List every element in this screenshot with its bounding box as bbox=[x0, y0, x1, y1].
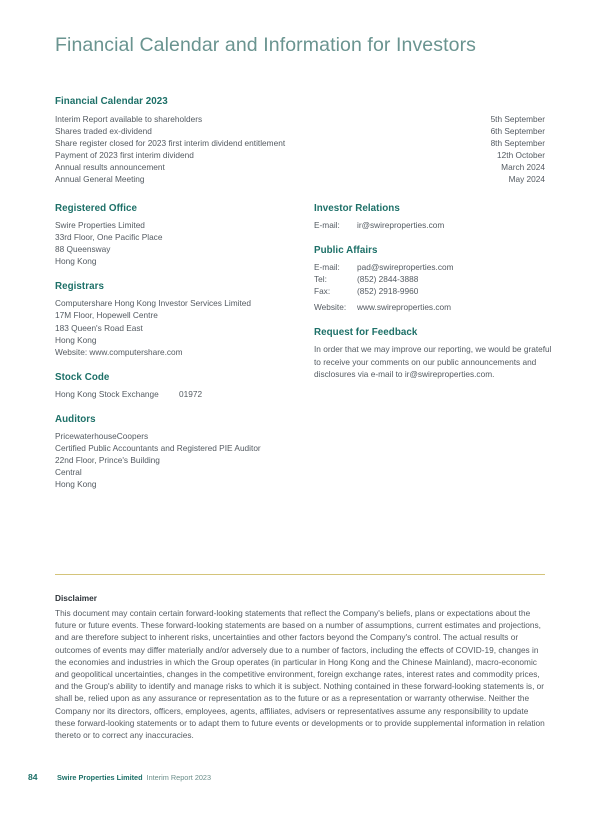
public-affairs-tel-value: (852) 2844-3888 bbox=[357, 274, 419, 285]
public-affairs-website-value[interactable]: www.swireproperties.com bbox=[357, 302, 452, 313]
disclaimer-section bbox=[55, 593, 547, 741]
calendar-row bbox=[55, 149, 545, 161]
registrars-line: 17M Floor, Hopewell Centre bbox=[55, 310, 158, 321]
auditors-line: PricewaterhouseCoopers bbox=[55, 430, 149, 441]
stock-code-value: 01972 bbox=[179, 388, 203, 399]
stock-exchange-label: Hong Kong Stock Exchange bbox=[55, 388, 159, 399]
calendar-item-label: Share register closed for 2023 first interim dividend entitlement bbox=[55, 138, 286, 149]
financial-calendar-heading: Financial Calendar 2023 bbox=[55, 96, 168, 107]
stock-code-section bbox=[55, 372, 305, 400]
auditors-line: 22nd Floor, Prince's Building bbox=[55, 455, 160, 466]
calendar-item-date: 8th September bbox=[490, 138, 545, 149]
calendar-item-label: Annual General Meeting bbox=[55, 174, 145, 185]
registered-office-line: Swire Properties Limited bbox=[55, 220, 145, 230]
footer-company-name: Swire Properties Limited bbox=[57, 773, 143, 782]
public-affairs-section bbox=[314, 245, 554, 313]
stock-code-heading: Stock Code bbox=[55, 371, 110, 383]
calendar-item-date: 12th October bbox=[497, 150, 545, 161]
page-title: Financial Calendar and Information for Investors bbox=[55, 34, 477, 56]
disclaimer-divider bbox=[55, 574, 545, 575]
registered-office-section bbox=[55, 203, 305, 267]
investor-relations-email-row bbox=[314, 219, 554, 231]
financial-calendar-section bbox=[55, 96, 545, 186]
page-footer bbox=[28, 772, 211, 782]
left-info-column bbox=[55, 203, 305, 504]
calendar-item-date: May 2024 bbox=[508, 174, 545, 185]
auditors-line: Hong Kong bbox=[55, 479, 97, 490]
fax-label: Fax: bbox=[314, 286, 331, 297]
email-label: E-mail: bbox=[314, 262, 340, 273]
registered-office-line: 33rd Floor, One Pacific Place bbox=[55, 232, 163, 243]
public-affairs-heading: Public Affairs bbox=[314, 245, 378, 257]
public-affairs-tel-row bbox=[314, 273, 554, 285]
auditors-line: Certified Public Accountants and Registered PIE Auditor bbox=[55, 443, 261, 454]
calendar-row bbox=[55, 137, 545, 149]
registered-office-line: 88 Queensway bbox=[55, 244, 111, 255]
email-label: E-mail: bbox=[314, 220, 340, 230]
registrars-website[interactable]: Website: www.computershare.com bbox=[55, 346, 183, 357]
registered-office-line: Hong Kong bbox=[55, 256, 97, 267]
public-affairs-website-row bbox=[314, 301, 554, 313]
website-label: Website: bbox=[314, 302, 347, 313]
calendar-item-label: Annual results announcement bbox=[55, 162, 165, 173]
request-feedback-heading: Request for Feedback bbox=[314, 327, 418, 339]
tel-label: Tel: bbox=[314, 274, 327, 285]
calendar-row bbox=[55, 161, 545, 173]
investor-relations-heading: Investor Relations bbox=[314, 203, 400, 214]
calendar-item-label: Shares traded ex-dividend bbox=[55, 126, 152, 137]
request-feedback-body: In order that we may improve our reporting, we would be grateful to receive your comments on our public announcements and disclosures via e-mail to ir@swireproperties.com. bbox=[314, 344, 552, 379]
footer-report-name: Interim Report 2023 bbox=[146, 773, 212, 782]
request-feedback-section bbox=[314, 327, 554, 379]
registrars-heading: Registrars bbox=[55, 281, 104, 293]
public-affairs-fax-row bbox=[314, 285, 554, 297]
public-affairs-email-value[interactable]: pad@swireproperties.com bbox=[357, 262, 454, 273]
registered-office-heading: Registered Office bbox=[55, 203, 137, 214]
registrars-line: Computershare Hong Kong Investor Services Limited bbox=[55, 298, 251, 309]
calendar-item-label: Payment of 2023 first interim dividend bbox=[55, 150, 194, 161]
auditors-heading: Auditors bbox=[55, 413, 96, 425]
registrars-section bbox=[55, 281, 305, 357]
calendar-item-date: 6th September bbox=[490, 126, 545, 137]
disclaimer-heading: Disclaimer bbox=[55, 593, 97, 603]
registrars-line: 183 Queen's Road East bbox=[55, 322, 143, 333]
calendar-row bbox=[55, 173, 545, 185]
calendar-item-date: 5th September bbox=[490, 114, 545, 124]
registrars-line: Hong Kong bbox=[55, 334, 97, 345]
calendar-item-label: Interim Report available to shareholders bbox=[55, 114, 203, 124]
investor-relations-section bbox=[314, 203, 554, 231]
right-info-column bbox=[314, 203, 554, 394]
calendar-row bbox=[55, 113, 545, 125]
calendar-item-date: March 2024 bbox=[501, 162, 545, 173]
footer-page-number: 84 bbox=[28, 772, 38, 782]
auditors-section bbox=[55, 414, 305, 490]
stock-code-row bbox=[55, 388, 305, 400]
public-affairs-fax-value: (852) 2918-9960 bbox=[357, 286, 419, 297]
public-affairs-email-row bbox=[314, 261, 554, 273]
disclaimer-body: This document may contain certain forward-looking statements that reflect the Company's beliefs, plans or expectations about the future or future events. These forward-looking statements are based on a number of assumptions, current estimates and projections, and are therefore subject to inherent risks, uncertainties and other factors beyond the Company's control. The actual results or outcomes of events may differ materially and/or adversely due to a number of factors, including the effects of COVID-19, changes in the economies and industries in which the Group operates (in particular in Hong Kong and the Chinese Mainland), macro-economic and geopolitical uncertainties, changes in the competitive environment, foreign exchange rates, interest rates and commodity prices, and the Group's ability to identify and manage risks to which it is subject. Nothing contained in these forward-looking statements is, or shall be, relied upon as any assurance or representation as to the future or as a representation or warranty otherwise. Neither the Company nor its directors, officers, employees, agents, affiliates, advisers or representatives assume any responsibility to update these forward-looking statements or to adapt them to future events or developments or to provide supplemental information in relation thereto or to correct any inaccuracies. bbox=[55, 608, 545, 741]
auditors-line: Central bbox=[55, 467, 82, 478]
investor-relations-email-value[interactable]: ir@swireproperties.com bbox=[357, 220, 445, 230]
calendar-row bbox=[55, 125, 545, 137]
